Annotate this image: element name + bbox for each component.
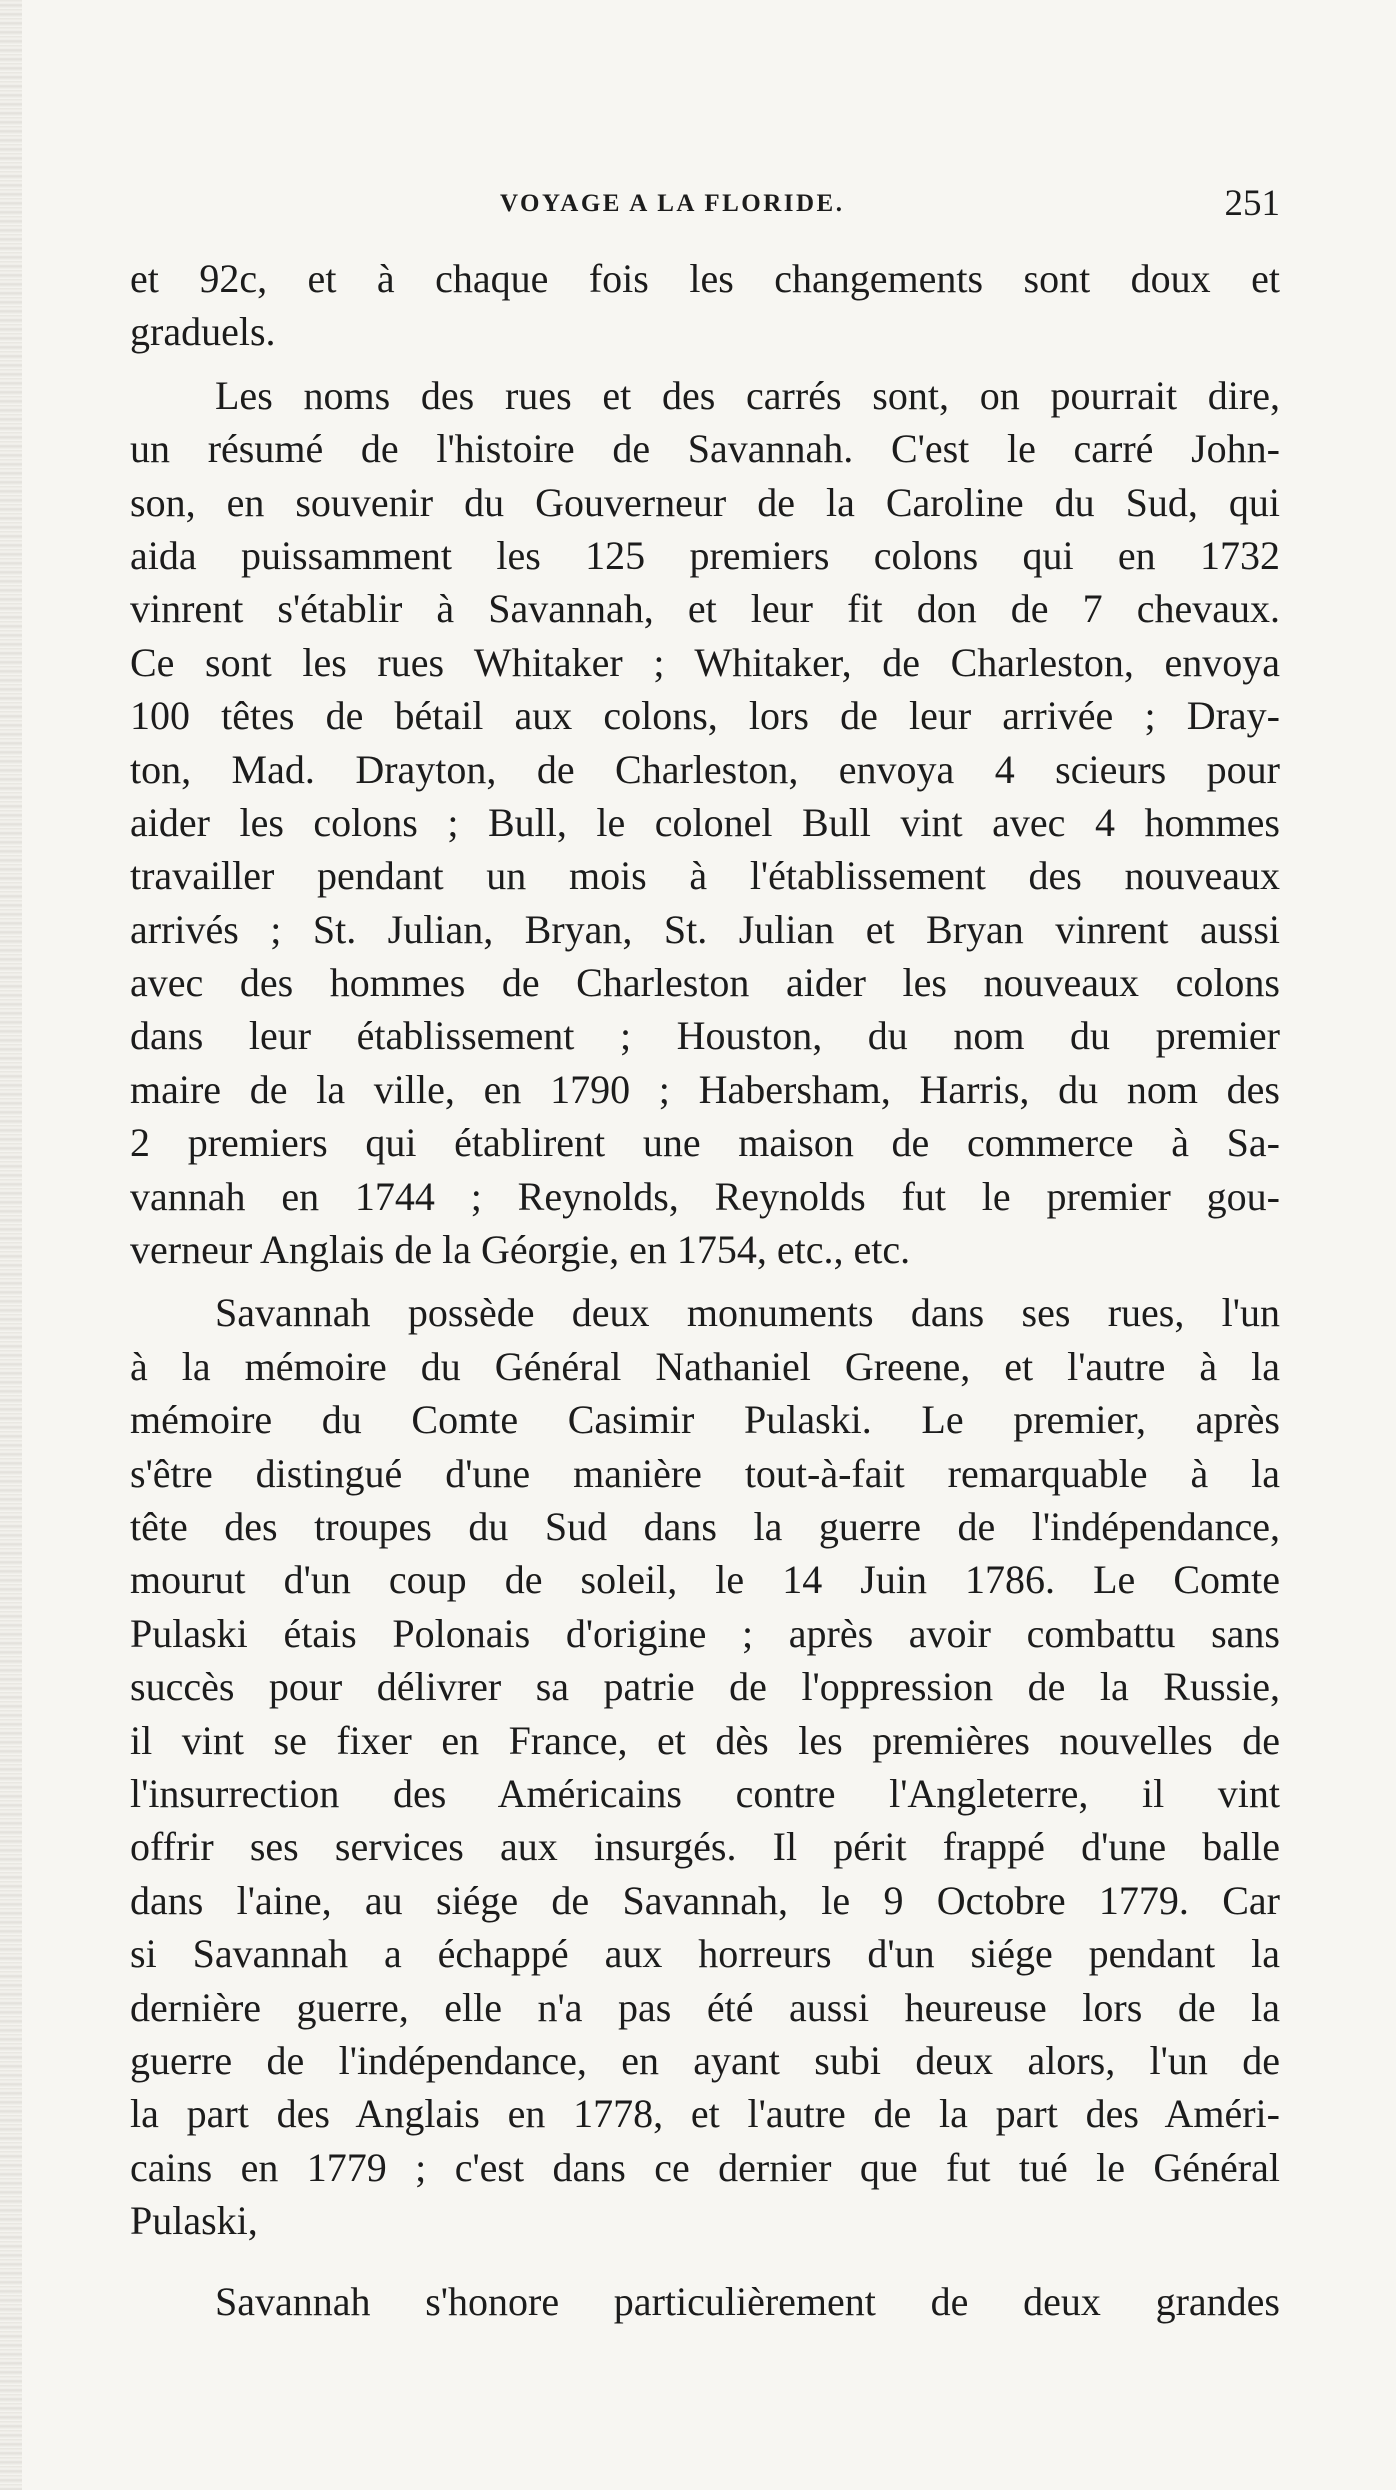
text-line: Les noms des rues et des carrés sont, on pourrait dire, — [215, 372, 1280, 418]
text-line: dans leur établissement ; Houston, du nom du premier — [130, 1013, 1280, 1059]
running-title: VOYAGE A LA FLORIDE. — [500, 190, 845, 217]
text-line: succès pour délivrer sa patrie de l'oppression de la Russie, — [130, 1664, 1280, 1710]
text-line: maire de la ville, en 1790 ; Habersham, Harris, du nom des — [130, 1066, 1280, 1112]
page-number: 251 — [1224, 183, 1280, 224]
text-line: mourut d'un coup de soleil, le 14 Juin 1786. Le Comte — [130, 1557, 1280, 1603]
paragraph-1 — [130, 252, 1280, 359]
text-line: mémoire du Comte Casimir Pulaski. Le premier, après — [130, 1397, 1280, 1443]
paragraph-3 — [130, 1286, 1280, 2247]
paragraph-4 — [130, 2275, 1280, 2328]
page-header — [130, 183, 1280, 226]
text-line: un résumé de l'histoire de Savannah. C'est le carré John- — [130, 426, 1280, 472]
text-line: travailler pendant un mois à l'établissement des nouveaux — [130, 853, 1280, 899]
text-line: guerre de l'indépendance, en ayant subi deux alors, l'un de — [130, 2037, 1280, 2083]
text-line: aider les colons ; Bull, le colonel Bull vint avec 4 hommes — [130, 799, 1280, 845]
text-line: si Savannah a échappé aux horreurs d'un siége pendant la — [130, 1931, 1280, 1977]
text-line: dans l'aine, au siége de Savannah, le 9 Octobre 1779. Car — [130, 1877, 1280, 1923]
text-line: Savannah possède deux monuments dans ses rues, l'un — [215, 1290, 1280, 1336]
paragraph-2 — [130, 369, 1280, 1277]
text-line: arrivés ; St. Julian, Bryan, St. Julian et Bryan vinrent aussi — [130, 906, 1280, 952]
text-line: ton, Mad. Drayton, de Charleston, envoya 4 scieurs pour — [130, 746, 1280, 792]
text-line: tête des troupes du Sud dans la guerre de l'indépendance, — [130, 1503, 1280, 1549]
text-line: cains en 1779 ; c'est dans ce dernier que fut tué le Général — [130, 2144, 1280, 2190]
page-edge-shadow — [0, 0, 22, 2490]
text-line: s'être distingué d'une manière tout-à-fait remarquable à la — [130, 1450, 1280, 1496]
text-line: Pulaski, — [130, 2198, 258, 2244]
text-line: graduels. — [130, 309, 276, 355]
text-line: à la mémoire du Général Nathaniel Greene, et l'autre à la — [130, 1343, 1280, 1389]
text-line: 2 premiers qui établirent une maison de commerce à Sa- — [130, 1120, 1280, 1166]
text-line: vannah en 1744 ; Reynolds, Reynolds fut le premier gou- — [130, 1173, 1280, 1219]
text-line: la part des Anglais en 1778, et l'autre de la part des Améri- — [130, 2091, 1280, 2137]
text-line: et 92c, et à chaque fois les changements sont doux et — [130, 256, 1280, 301]
text-line: verneur Anglais de la Géorgie, en 1754, etc., etc. — [130, 1227, 911, 1273]
text-line: avec des hommes de Charleston aider les nouveaux colons — [130, 960, 1280, 1006]
text-line: son, en souvenir du Gouverneur de la Caroline du Sud, qui — [130, 479, 1280, 525]
text-line: aida puissamment les 125 premiers colons qui en 1732 — [130, 532, 1280, 578]
text-line: 100 têtes de bétail aux colons, lors de leur arrivée ; Dray- — [130, 693, 1280, 739]
text-line: Savannah s'honore particulièrement de deux grandes — [215, 2279, 1280, 2325]
text-line: vinrent s'établir à Savannah, et leur fit don de 7 chevaux. — [130, 586, 1280, 632]
text-line: dernière guerre, elle n'a pas été aussi heureuse lors de la — [130, 1984, 1280, 2030]
text-line: offrir ses services aux insurgés. Il périt frappé d'une balle — [130, 1824, 1280, 1870]
text-line: Pulaski étais Polonais d'origine ; après avoir combattu sans — [130, 1610, 1280, 1656]
body-text — [130, 252, 1280, 2339]
text-line: il vint se fixer en France, et dès les premières nouvelles de — [130, 1717, 1280, 1763]
text-line: Ce sont les rues Whitaker ; Whitaker, de Charleston, envoya — [130, 639, 1280, 685]
text-line: l'insurrection des Américains contre l'Angleterre, il vint — [130, 1770, 1280, 1816]
